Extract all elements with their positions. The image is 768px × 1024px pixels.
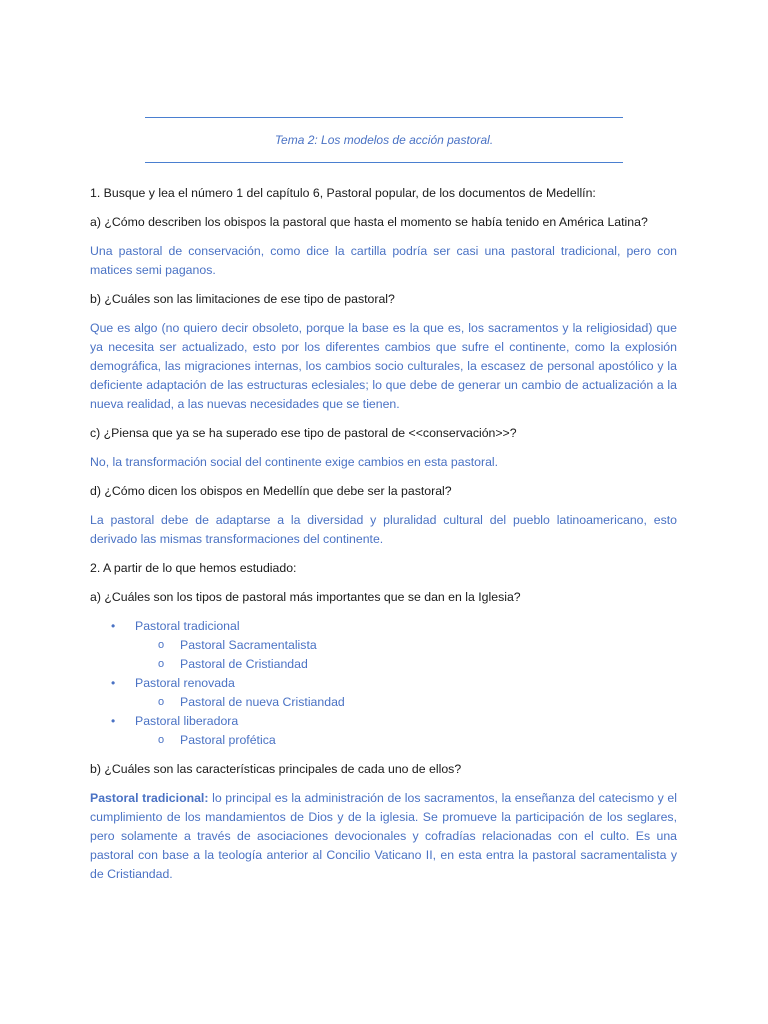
- answer-2b-text: lo principal es la administración de los sacramentos, la enseñanza del catecismo y el cumplimiento de los mandamientos de Dios y de la iglesia. Se promueve la participación de los seglares, pero solamente a través de asociaciones devocionales y cofradías relacionadas con el culto. Es una pastoral con base a la teología anterior al Concilio Vaticano II, en esta entra la pastoral sacramentalista y de Cristiandad.: [90, 791, 677, 881]
- sub-list: [135, 731, 677, 750]
- question-1: 1. Busque y lea el número 1 del capítulo 6, Pastoral popular, de los documentos de Medellín:: [90, 186, 596, 200]
- list-item: [90, 674, 677, 712]
- circle-bullet-icon: o: [158, 734, 165, 746]
- circle-bullet-icon: o: [158, 658, 165, 670]
- list-item-label: Pastoral tradicional: [135, 619, 240, 633]
- answer-1d: La pastoral debe de adaptarse a la diversidad y pluralidad cultural del pueblo latinoamericano, esto derivado las mismas transformaciones del continente.: [90, 513, 677, 546]
- sub-list-item-label: Pastoral profética: [180, 733, 276, 747]
- question-2: 2. A partir de lo que hemos estudiado:: [90, 561, 297, 575]
- list-item: [90, 617, 677, 674]
- question-1c: c) ¿Piensa que ya se ha superado ese tipo de pastoral de <<conservación>>?: [90, 426, 517, 440]
- answer-1b: Que es algo (no quiero decir obsoleto, porque la base es la que es, los sacramentos y la religiosidad) que ya necesita ser actualizado, esto por los diferentes cambios que sufre el continente, como la explosión demográfica, las migraciones internas, los cambios socio culturales, la escasez de personal apostólico y la deficiente adaptación de las estructuras eclesiales; lo que debe de generar un cambio de actualización a la nueva realidad, a las nuevas necesidades que se tienen.: [90, 321, 677, 411]
- sub-list: [135, 693, 677, 712]
- document-title: Tema 2: Los modelos de acción pastoral.: [274, 133, 494, 147]
- answer-2b: [90, 789, 677, 884]
- question-1d: d) ¿Cómo dicen los obispos en Medellín que debe ser la pastoral?: [90, 484, 452, 498]
- sub-list-item: [135, 693, 677, 712]
- pastoral-types-list: [90, 617, 677, 750]
- bullet-icon: •: [111, 714, 116, 728]
- document-body: [90, 184, 677, 894]
- sub-list-item-label: Pastoral Sacramentalista: [180, 638, 317, 652]
- question-1b: b) ¿Cuáles son las limitaciones de ese tipo de pastoral?: [90, 292, 395, 306]
- answer-2b-label: Pastoral tradicional:: [90, 791, 209, 805]
- question-1a: a) ¿Cómo describen los obispos la pastoral que hasta el momento se había tenido en América Latina?: [90, 215, 648, 229]
- sub-list-item: [135, 655, 677, 674]
- sub-list: [135, 636, 677, 674]
- sub-list-item: [135, 636, 677, 655]
- sub-list-item: [135, 731, 677, 750]
- list-item-label: Pastoral renovada: [135, 676, 235, 690]
- answer-1c: No, la transformación social del continente exige cambios en esta pastoral.: [90, 455, 499, 469]
- list-item: [90, 712, 677, 750]
- question-2a: a) ¿Cuáles son los tipos de pastoral más importantes que se dan en la Iglesia?: [90, 590, 521, 604]
- sub-list-item-label: Pastoral de nueva Cristiandad: [180, 695, 345, 709]
- bullet-icon: •: [111, 676, 116, 690]
- circle-bullet-icon: o: [158, 639, 165, 651]
- answer-1a: Una pastoral de conservación, como dice la cartilla podría ser casi una pastoral tradicional, pero con matices semi paganos.: [90, 244, 677, 277]
- question-2b: b) ¿Cuáles son las características principales de cada uno de ellos?: [90, 762, 462, 776]
- bullet-icon: •: [111, 619, 116, 633]
- title-block: [145, 117, 623, 163]
- list-item-label: Pastoral liberadora: [135, 714, 239, 728]
- circle-bullet-icon: o: [158, 696, 165, 708]
- sub-list-item-label: Pastoral de Cristiandad: [180, 657, 308, 671]
